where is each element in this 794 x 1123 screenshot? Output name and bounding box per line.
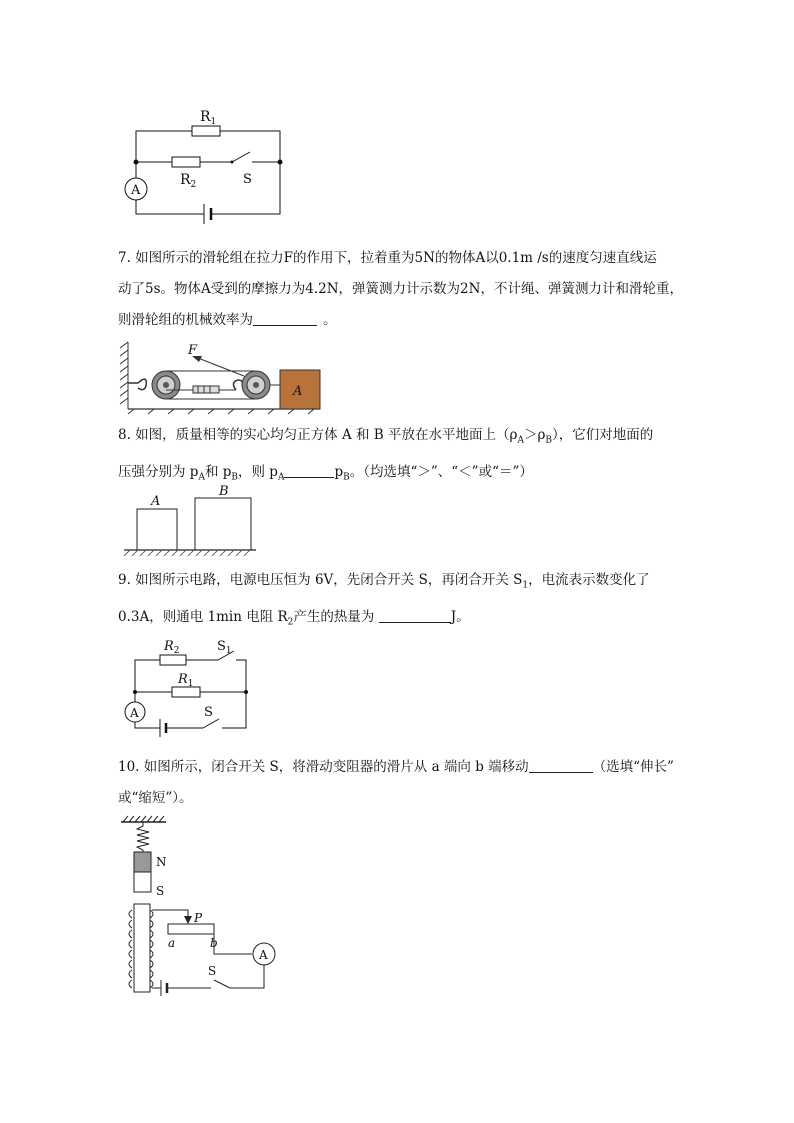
electromagnet-diagram-q10 xyxy=(118,812,283,1002)
question-7 xyxy=(118,243,688,336)
r2-label: R xyxy=(180,172,191,188)
end-b-label: b xyxy=(210,936,218,950)
south-pole-label: S xyxy=(156,884,165,898)
switch-label: S xyxy=(204,705,213,720)
north-pole-label: N xyxy=(156,855,167,869)
ammeter-label: A xyxy=(131,183,141,198)
q7-line-1: 7. 如图所示的滑轮组在拉力F的作用下，拉着重为5N的物体A以0.1m /s的速度匀速直线运 xyxy=(118,250,657,266)
q9-line-1: 9. 如图所示电路，电源电压恒为 6V，先闭合开关 S，再闭合开关 $S_1$，电流表示数变化了 xyxy=(118,572,650,591)
switch-label: S xyxy=(243,172,252,187)
q8-line-2: 压强分别为 $p_A$和 $p_B$，则 $p_A$ $p_B$。（均选填“＞”、“＜”或“＝”） xyxy=(118,463,533,483)
question-10 xyxy=(118,752,688,814)
s1-label: S xyxy=(217,639,226,654)
question-9 xyxy=(118,565,688,638)
force-label: F xyxy=(188,343,198,358)
block-a-label: A xyxy=(293,384,303,399)
pulley-diagram-q7 xyxy=(118,338,328,416)
switch-label: S xyxy=(208,964,217,978)
cubes-diagram-q8 xyxy=(120,484,260,558)
q10-line-1: 10. 如图所示，闭合开关 S，将滑动变阻器的滑片从 a 端向 b 端移动 （选填“伸长” xyxy=(118,759,674,775)
answer-blank[interactable] xyxy=(284,463,334,478)
answer-blank[interactable] xyxy=(253,311,317,326)
cube-b-label: B xyxy=(219,484,229,499)
r1-label: R xyxy=(178,672,188,687)
svg-text:R2: $R_2$ xyxy=(164,639,180,656)
end-a-label: a xyxy=(168,936,176,950)
r2-label: R xyxy=(164,639,174,654)
slider-p-label: P xyxy=(194,911,203,925)
svg-text:R1: $R_1$ xyxy=(178,672,194,689)
q7-line-2: 动了5s。物体A受到的摩擦力为4.2N，弹簧测力计示数为2N，不计绳、弹簧测力计和滑轮重， xyxy=(118,281,683,297)
q8-line-1: 8. 如图，质量相等的实心均匀正方体 A 和 B 平放在水平地面上$(\rho_A>\rho_B)$，它们对地面的 xyxy=(118,427,654,446)
circuit-diagram-q6 xyxy=(120,100,300,230)
answer-blank[interactable] xyxy=(379,608,451,623)
q10-line-2: 或“缩短”）。 xyxy=(118,790,193,806)
q7-line-3: 则滑轮组的机械效率为 。 xyxy=(118,312,337,328)
q9-line-2: 0.3A，则通电 1min 电阻 $R_2$产生的热量为 J。 xyxy=(118,608,470,628)
svg-text:R1: $R_1$ xyxy=(200,109,217,127)
ammeter-label: A xyxy=(130,706,139,720)
circuit-diagram-q9 xyxy=(120,636,255,741)
ammeter-label: A xyxy=(259,948,268,962)
svg-text:R2: $R_2$ xyxy=(180,172,197,190)
svg-text:S1: $S_1$ xyxy=(217,639,232,656)
r1-label: R xyxy=(200,109,211,125)
answer-blank[interactable] xyxy=(529,758,593,773)
question-8 xyxy=(118,420,688,493)
cube-a-label: A xyxy=(151,494,161,509)
